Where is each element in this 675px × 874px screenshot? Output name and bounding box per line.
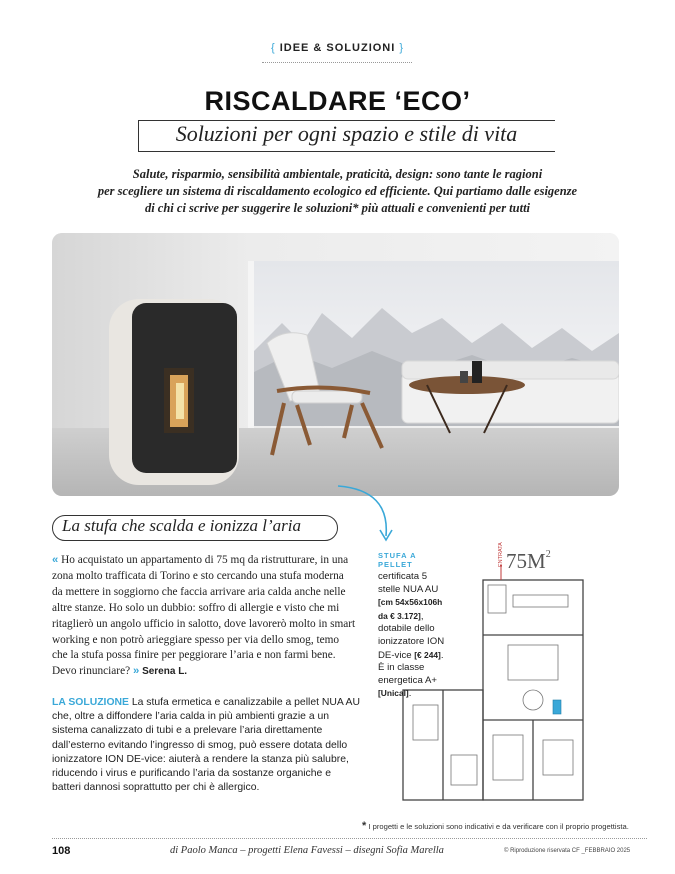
footnote-text: I progetti e le soluzioni sono indicativi e da verificare con il proprio progettista. bbox=[368, 822, 629, 831]
copyright-notice: © Riproduzione riservata CF _FEBBRAIO 2025 bbox=[504, 848, 631, 854]
case-title: La stufa che scalda e ionizza l’aria bbox=[62, 516, 301, 535]
product-text bbox=[378, 571, 452, 701]
footnote-star: * bbox=[362, 820, 367, 832]
solution-label: LA SOLUZIONE bbox=[52, 697, 129, 708]
solution-paragraph bbox=[52, 696, 360, 795]
brace-open: { bbox=[270, 42, 276, 54]
quote-open-mark: « bbox=[52, 554, 59, 566]
page-title: RISCALDARE ‘ECO’ bbox=[204, 86, 471, 116]
product-spec-a: [cm 54x56x106h da € 3.172] bbox=[378, 597, 443, 621]
pointer-arrow-icon bbox=[330, 480, 410, 550]
intro-line-1: Salute, risparmio, sensibilità ambientale, praticità, design: sono tante le ragioni bbox=[132, 167, 543, 181]
page-subtitle: Soluzioni per ogni spazio e stile di vita bbox=[175, 121, 518, 146]
product-text-a: certificata 5 stelle NUA AU bbox=[378, 571, 439, 595]
byline: di Paolo Manca – progetti Elena Favessi – disegni Sofia Marella bbox=[170, 845, 444, 856]
quote-close-mark: » bbox=[132, 665, 140, 678]
subtitle-underline bbox=[138, 151, 555, 152]
product-spec-c: [Unical] bbox=[378, 688, 409, 699]
product-spec-b: [€ 244] bbox=[414, 649, 441, 660]
page-number: 108 bbox=[52, 845, 71, 857]
living-room-illustration bbox=[52, 233, 619, 496]
plan-area-unit: M bbox=[527, 549, 546, 573]
footnote bbox=[362, 820, 647, 832]
intro-line-3: di chi ci scrive per suggerire le soluzioni* più attuali e convenienti per tutti bbox=[144, 201, 531, 215]
footer-divider bbox=[52, 838, 647, 839]
section-tag-label: IDEE & SOLUZIONI bbox=[279, 42, 396, 54]
product-text-c: . È in classe energetica A+ bbox=[378, 649, 444, 686]
living-room-photo bbox=[52, 233, 619, 496]
solution-text: La stufa ermetica e canalizzabile a pellet NUA AU che, oltre a diffondere l’aria calda in più ambienti grazie a un sistema canalizzato di tubi e a prelevare l’aria direttamente dall’esterno evitando l’ingresso di smog, può essere dotata dello ionizzatore ION DE-vice: aiuterà a rendere la stanza più salubre, riducendo i virus e purificando l’aria da sostanze organiche e batteri dannosi soprattutto per chi è allergico. bbox=[52, 697, 360, 794]
product-text-b: , dotabile dello ionizzatore ION DE-vice bbox=[378, 610, 445, 661]
letter-signer: Serena L. bbox=[142, 666, 188, 678]
product-caption bbox=[378, 551, 452, 701]
reader-letter-text: Ho acquistato un appartamento di 75 mq da ristrutturare, in una zona molto trafficata di Torino e sto cercando una stufa moderna da mettere in soggiorno che faccia arrivare aria calda anche nelle altre stanze. Ho solo un dubbio: soffro di allergie e visto che mi ritaglierò un angolo ufficio in salotto, dove lavorerò molto in smart working e non potrò arieggiare spesso per via dello smog, temo che la stufa possa finire per peggiorare l’aria e non farmi bene. Devo rinunciare? bbox=[52, 554, 356, 678]
section-tag bbox=[0, 42, 675, 54]
intro-paragraph bbox=[70, 166, 605, 217]
product-text-d: . bbox=[408, 688, 412, 700]
reader-letter bbox=[52, 553, 357, 680]
product-label: STUFA A PELLET bbox=[378, 551, 417, 569]
plan-area-exponent: 2 bbox=[545, 549, 551, 560]
plan-area-value: 75 bbox=[506, 549, 527, 573]
tag-divider bbox=[262, 62, 412, 63]
brace-close: } bbox=[399, 42, 405, 54]
intro-line-2: per scegliere un sistema di riscaldamento ecologico ed efficiente. Qui partiamo dalle esigenze bbox=[97, 184, 578, 198]
plan-entrance-label: ENTRATA bbox=[498, 542, 504, 567]
